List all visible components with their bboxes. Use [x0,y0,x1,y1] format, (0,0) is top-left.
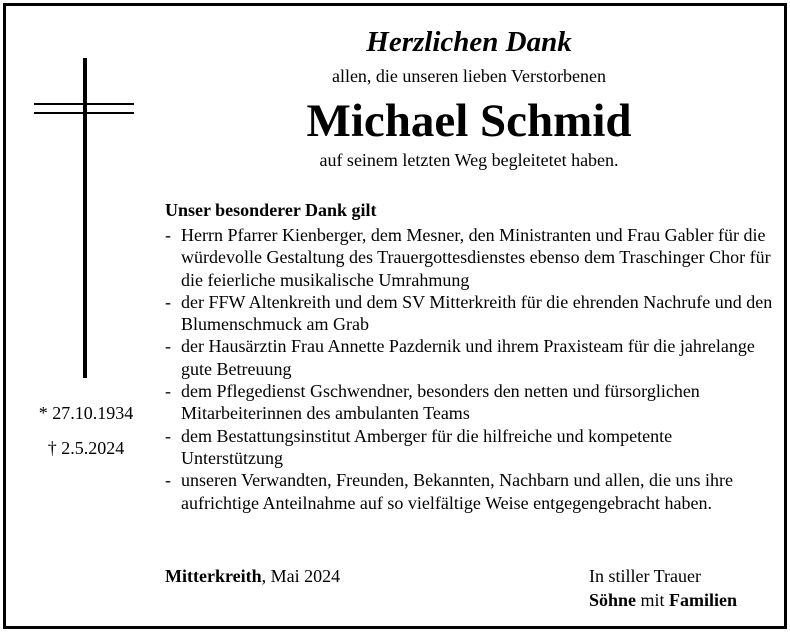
thanks-heading: Unser besonderer Dank gilt [165,200,377,220]
family-with: mit [636,590,670,610]
thanks-list [165,224,775,514]
intro-text: allen, die unseren lieben Verstorbenen [331,66,607,86]
death-date: † 2.5.2024 [47,438,125,458]
list-item: - der FFW Altenkreith und dem SV Mitterkreith für die ehrenden Nachrufe und den Blumenschmuck am Grab [165,291,775,336]
list-item: - dem Pflegedienst Gschwendner, besonders den netten und fürsorglichen Mitarbeiterinnen des ambulanten Teams [165,380,775,425]
deceased-name: Michael Schmid [306,95,632,147]
notice-title: Herzlichen Dank [366,26,572,58]
place-date [165,566,340,587]
list-item: - unseren Verwandten, Freunden, Bekannten, Nachbarn und allen, die uns ihre aufrichtige Anteilnahme auf so vielfältige Weise entgegengebracht haben. [165,469,775,514]
obituary-notice [3,3,787,629]
date-text: , Mai 2024 [261,566,341,586]
family-families: Familien [669,590,738,610]
family-signature [589,590,737,611]
birth-date: * 27.10.1934 [38,403,134,423]
family-sons: Söhne [589,590,637,610]
mourning-text: In stiller Trauer [589,566,701,586]
list-item: - dem Bestattungsinstitut Amberger für die hilfreiche und kompetente Unterstützung [165,425,775,470]
list-item: - der Hausärztin Frau Annette Pazdernik und ihrem Praxisteam für die jahrelange gute Betreuung [165,335,775,380]
outro-text: auf seinem letzten Weg begleitetet haben. [319,150,619,170]
place-name: Mitterkreith [165,566,262,586]
list-item: - Herrn Pfarrer Kienberger, dem Mesner, den Ministranten und Frau Gabler für die würdevolle Gestaltung des Trauergottesdienstes ebenso dem Traschinger Chor für die feierliche musikalische Umrahmung [165,224,775,291]
